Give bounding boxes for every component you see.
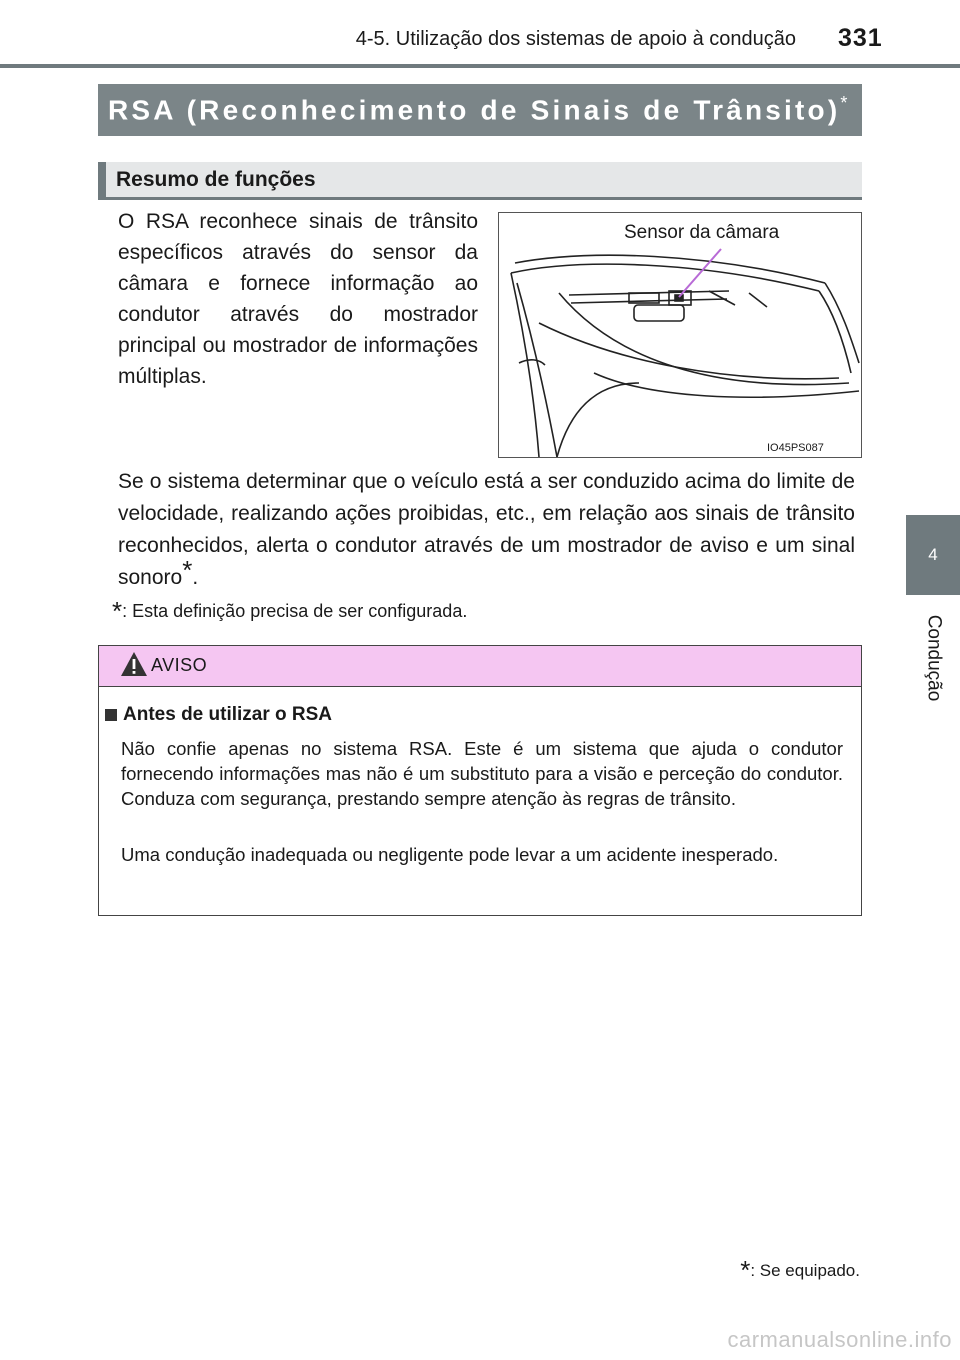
body-asterisk: * (182, 555, 193, 585)
footnote-equipped: *: Se equipado. (740, 1255, 860, 1285)
chapter-title: Condução (923, 614, 944, 702)
warning-header (99, 646, 861, 687)
warning-paragraph-2: Uma condução inadequada ou negligente pode levar a um acidente inesperado. (121, 844, 779, 865)
section-heading-bar (98, 162, 862, 200)
chapter-tab (906, 515, 960, 595)
section-heading: Resumo de funções (116, 168, 316, 191)
footnote-setting: *: Esta definição precisa de ser configurada. (112, 596, 468, 626)
warning-paragraph-1: Não confie apenas no sistema RSA. Este é um sistema que ajuda o condutor fornecendo informações mas não é um substituto para a visão e perceção do condutor. Conduza com segurança, prestando sempre atenção às regras de trânsito. (121, 738, 843, 809)
camera-sensor-figure (498, 212, 862, 458)
figure-callout-label: Sensor da câmara (624, 222, 780, 243)
page-title-bar (98, 84, 862, 136)
warning-label: AVISO (151, 655, 208, 675)
equipped-asterisk: * (740, 1255, 751, 1285)
intro-paragraph: O RSA reconhece sinais de trânsito específicos através do sensor da câmara e fornece informação ao condutor através do mostrador principal ou mostrador de informações múltiplas. (118, 210, 478, 388)
watermark: carmanualsonline.info (727, 1327, 952, 1352)
title-asterisk: * (840, 93, 848, 114)
chapter-number: 4 (928, 545, 938, 564)
section-accent (98, 162, 106, 197)
figure-code: IO45PS087 (767, 442, 824, 454)
bullet-square-icon (105, 709, 117, 721)
page-title: RSA (Reconhecimento de Sinais de Trânsito)* (108, 93, 848, 126)
footnote-asterisk: * (112, 596, 123, 626)
chapter-label (906, 603, 960, 713)
windshield-illustration (499, 213, 861, 457)
warning-subheading: Antes de utilizar o RSA (105, 704, 332, 726)
header-section-title: 4-5. Utilização dos sistemas de apoio à condução (355, 28, 796, 50)
warning-triangle-icon (119, 650, 149, 678)
warning-box (98, 645, 862, 916)
page-number: 331 (838, 24, 883, 52)
header-rule (0, 64, 960, 68)
body-paragraph: Se o sistema determinar que o veículo está a ser conduzido acima do limite de velocidade, realizando ações proibidas, etc., em relação aos sinais de trânsito reconhecidos, alerta o condutor através de um mostrador de aviso e um sinal sonoro*. (118, 470, 855, 589)
callout-line (679, 249, 721, 297)
